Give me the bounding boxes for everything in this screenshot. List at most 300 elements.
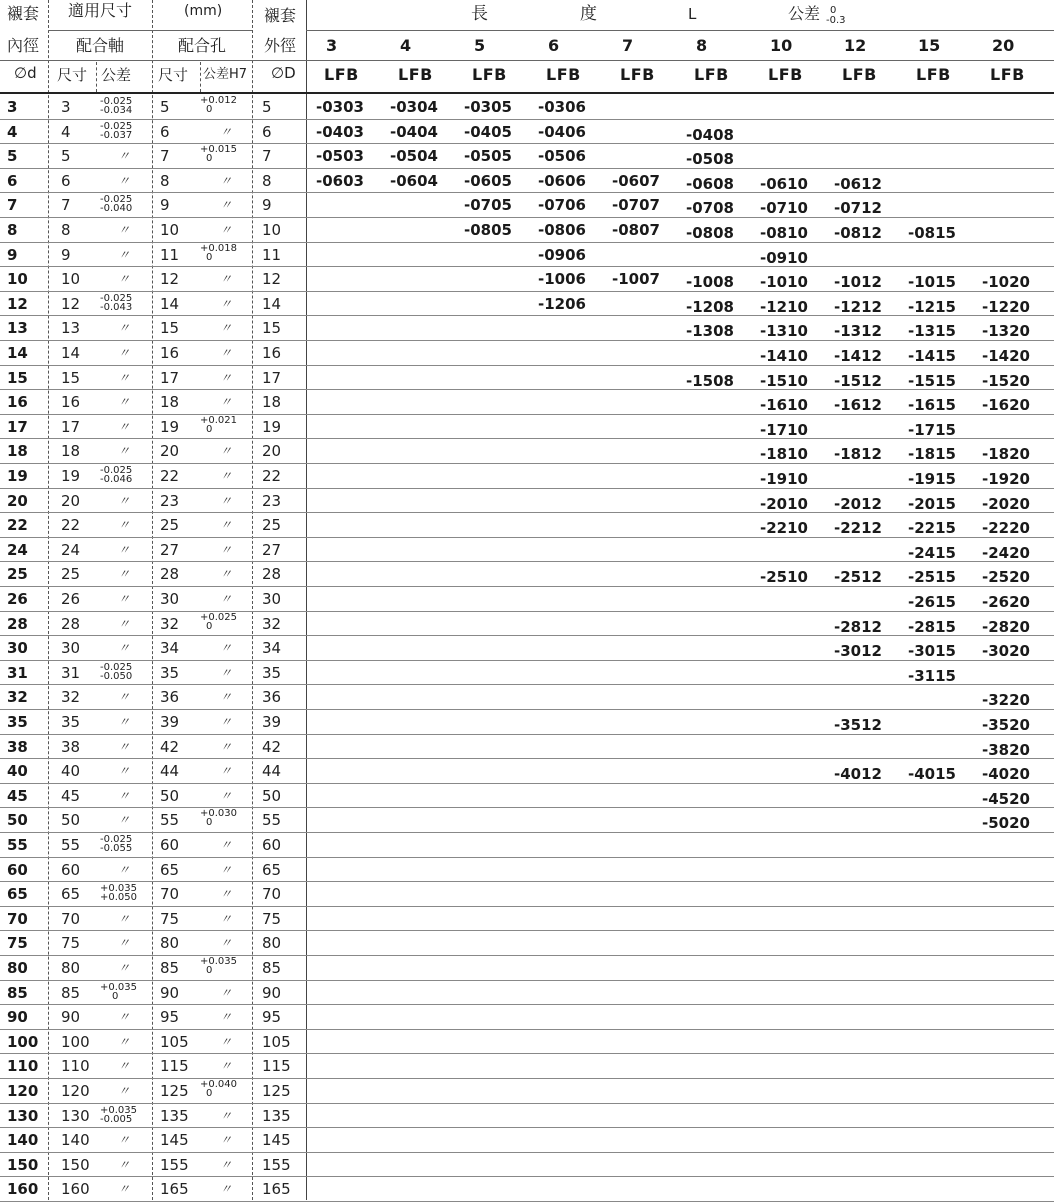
part-code: -1815	[908, 445, 956, 464]
outer-diameter: 155	[262, 1155, 291, 1174]
shaft-tolerance-same: 〃	[118, 764, 131, 779]
outer-diameter: 80	[262, 934, 282, 953]
shaft-tolerance-lower: +0.050	[100, 892, 138, 904]
row-divider	[0, 414, 1054, 415]
outer-diameter: 17	[262, 368, 282, 387]
hole-size: 6	[160, 122, 170, 141]
shaft-tolerance-upper: -0.025	[100, 834, 133, 845]
hole-tolerance-same: 〃	[220, 173, 233, 188]
shaft-tolerance-same: 〃	[118, 149, 131, 164]
part-code: -2510	[760, 568, 808, 587]
shaft-tolerance-same: 〃	[118, 173, 131, 188]
outer-diameter: 115	[262, 1057, 291, 1076]
part-code: -1315	[908, 322, 956, 341]
inner-diameter: 85	[7, 983, 28, 1002]
inner-diameter: 60	[7, 860, 28, 879]
header-divider	[48, 30, 252, 31]
inner-diameter: 22	[7, 516, 28, 535]
outer-diameter: 145	[262, 1131, 291, 1150]
outer-diameter: 44	[262, 762, 282, 781]
column-divider	[152, 0, 153, 1200]
hole-size: 155	[160, 1155, 189, 1174]
header-bushing: 襯套	[7, 4, 40, 23]
hole-size: 50	[160, 786, 180, 805]
shaft-size: 17	[61, 417, 81, 436]
outer-diameter: 15	[262, 319, 282, 338]
part-code: -0710	[760, 199, 808, 218]
part-code: -0706	[538, 196, 586, 215]
shaft-size: 25	[61, 565, 81, 584]
header-unit: (mm)	[184, 3, 223, 19]
part-code: -0607	[612, 171, 660, 190]
row-divider	[0, 561, 1054, 562]
hole-size: 18	[160, 393, 180, 412]
part-code: -0707	[612, 196, 660, 215]
hole-size: 5	[160, 98, 170, 116]
row-divider	[0, 143, 1054, 144]
hole-tolerance-same: 〃	[220, 296, 233, 311]
row-divider	[0, 192, 1054, 193]
shaft-tolerance-same: 〃	[118, 1010, 131, 1025]
inner-diameter: 20	[7, 491, 28, 510]
row-divider	[0, 881, 1054, 882]
hole-tolerance-same: 〃	[220, 567, 233, 582]
shaft-tolerance-same: 〃	[118, 542, 131, 557]
part-code: -1512	[834, 371, 882, 390]
row-divider	[0, 1029, 1054, 1030]
shaft-tolerance-upper: -0.025	[100, 120, 133, 132]
hole-size: 16	[160, 344, 180, 362]
shaft-size: 28	[61, 614, 81, 633]
part-code: -1612	[834, 396, 882, 415]
hole-size: 20	[160, 442, 180, 461]
part-code: -0603	[316, 171, 364, 190]
shaft-size: 160	[61, 1180, 90, 1199]
outer-diameter: 30	[262, 590, 282, 608]
outer-diameter: 135	[262, 1106, 291, 1125]
outer-diameter: 20	[262, 442, 282, 461]
shaft-tolerance-same: 〃	[118, 321, 131, 336]
hole-tolerance-upper: +0.030	[200, 808, 238, 820]
sub-column-divider	[96, 62, 97, 92]
part-code: -3820	[982, 740, 1030, 759]
header-length-L: L	[688, 5, 697, 23]
shaft-tolerance-lower: -0.037	[100, 129, 133, 141]
part-code: -0712	[834, 199, 882, 218]
shaft-tolerance-same: 〃	[118, 788, 131, 803]
row-divider	[0, 807, 1054, 808]
part-code: -0610	[760, 174, 808, 193]
hole-tolerance-same: 〃	[220, 887, 233, 902]
part-code: -0504	[390, 147, 438, 166]
shaft-size: 100	[61, 1032, 90, 1051]
outer-diameter: 70	[262, 885, 282, 904]
series-label: LFB	[620, 65, 655, 84]
part-code: -1920	[982, 470, 1030, 488]
shaft-size: 85	[61, 983, 81, 1002]
inner-diameter: 31	[7, 663, 28, 682]
series-label: LFB	[694, 65, 729, 84]
outer-diameter: 9	[262, 196, 272, 215]
inner-diameter: 120	[7, 1082, 39, 1100]
hole-tolerance-same: 〃	[220, 321, 233, 336]
hole-tolerance-same: 〃	[220, 198, 233, 213]
shaft-size: 130	[61, 1106, 90, 1125]
length-header-15: 15	[918, 36, 941, 55]
hole-size: 19	[160, 417, 180, 436]
shaft-tolerance-same: 〃	[118, 739, 131, 754]
inner-diameter: 40	[7, 762, 28, 781]
outer-diameter: 19	[262, 417, 282, 436]
shaft-tolerance-same: 〃	[118, 518, 131, 533]
shaft-size: 12	[61, 294, 81, 313]
hole-tolerance-same: 〃	[220, 1108, 233, 1123]
shaft-tolerance-lower: -0.050	[100, 670, 133, 682]
shaft-tolerance-same: 〃	[118, 567, 131, 582]
inner-diameter: 12	[7, 294, 28, 313]
row-divider	[0, 463, 1054, 464]
length-header-5: 5	[474, 36, 486, 55]
part-code: -2515	[908, 568, 956, 587]
shaft-size: 40	[61, 762, 81, 781]
header-d-symbol: ∅d	[14, 64, 37, 82]
shaft-tolerance-same: 〃	[118, 272, 131, 287]
part-code: -2420	[982, 543, 1030, 562]
outer-diameter: 11	[262, 245, 282, 264]
shaft-tolerance-upper: -0.025	[100, 194, 133, 206]
part-code: -1020	[982, 273, 1030, 292]
hole-tolerance-upper: +0.040	[200, 1079, 238, 1090]
shaft-size: 35	[61, 713, 81, 731]
part-code: -1610	[760, 396, 808, 415]
row-divider	[0, 1103, 1054, 1104]
outer-diameter: 6	[262, 122, 272, 141]
inner-diameter: 24	[7, 540, 28, 559]
series-label: LFB	[472, 65, 507, 84]
hole-tolerance-lower: 0	[206, 104, 213, 115]
part-code: -0305	[464, 98, 512, 116]
inner-diameter: 32	[7, 688, 28, 707]
shaft-tolerance-same: 〃	[118, 641, 131, 656]
part-code: -1510	[760, 371, 808, 390]
length-header-7: 7	[622, 36, 634, 55]
shaft-tolerance-upper: +0.035	[100, 981, 138, 993]
inner-diameter: 75	[7, 934, 28, 953]
hole-size: 95	[160, 1008, 180, 1027]
hole-size: 8	[160, 171, 170, 190]
outer-diameter: 42	[262, 737, 282, 756]
part-code: -0303	[316, 98, 364, 116]
outer-diameter: 35	[262, 663, 282, 682]
row-divider	[0, 1078, 1054, 1079]
shaft-tolerance-same: 〃	[118, 813, 131, 828]
shaft-size: 75	[61, 934, 81, 953]
shaft-size: 55	[61, 836, 81, 854]
shaft-tolerance-upper: -0.025	[100, 292, 133, 304]
part-code: -3012	[834, 642, 882, 661]
hole-tolerance-same: 〃	[220, 788, 233, 803]
inner-diameter: 9	[7, 245, 18, 264]
outer-diameter: 10	[262, 221, 282, 239]
shaft-tolerance-same: 〃	[118, 493, 131, 508]
hole-tolerance-same: 〃	[220, 1182, 233, 1197]
part-code: -0815	[908, 224, 956, 242]
row-divider	[0, 832, 1054, 833]
shaft-tolerance-same: 〃	[118, 1059, 131, 1074]
hole-tolerance-same: 〃	[220, 272, 233, 287]
column-divider	[252, 0, 253, 1200]
hole-tolerance-same: 〃	[220, 1010, 233, 1025]
hole-tolerance-same: 〃	[220, 395, 233, 410]
row-divider	[0, 512, 1054, 513]
outer-diameter: 25	[262, 516, 282, 535]
part-code: -0503	[316, 147, 364, 166]
part-code: -4020	[982, 765, 1030, 784]
row-divider	[0, 955, 1054, 956]
shaft-size: 8	[61, 221, 71, 239]
outer-diameter: 95	[262, 1008, 282, 1027]
part-code: -3115	[908, 666, 956, 685]
shaft-size: 4	[61, 122, 71, 141]
shaft-tolerance-same: 〃	[118, 862, 131, 877]
part-code: -0910	[760, 248, 808, 267]
column-divider	[48, 0, 49, 1200]
outer-diameter: 34	[262, 639, 282, 658]
length-header-6: 6	[548, 36, 560, 55]
hole-size: 9	[160, 196, 170, 215]
part-code: -0612	[834, 174, 882, 193]
shaft-tolerance-same: 〃	[118, 395, 131, 410]
hole-tolerance-same: 〃	[220, 370, 233, 385]
part-code: -2015	[908, 494, 956, 513]
part-code: -1012	[834, 273, 882, 292]
row-divider	[0, 217, 1054, 218]
row-divider	[0, 684, 1054, 685]
shaft-size: 45	[61, 786, 81, 805]
header-outer-diameter: 外徑	[264, 36, 297, 55]
shaft-size: 150	[61, 1155, 90, 1174]
series-label: LFB	[916, 65, 951, 84]
row-divider	[0, 340, 1054, 341]
hole-size: 10	[160, 221, 180, 239]
inner-diameter: 80	[7, 959, 28, 977]
part-code: -0605	[464, 171, 512, 190]
inner-diameter: 90	[7, 1008, 28, 1027]
hole-tolerance-same: 〃	[220, 223, 233, 237]
inner-diameter: 70	[7, 909, 28, 928]
row-divider	[0, 291, 1054, 292]
row-divider	[0, 1176, 1054, 1177]
shaft-size: 22	[61, 516, 81, 535]
shaft-size: 120	[61, 1082, 90, 1100]
part-code: -1220	[982, 297, 1030, 316]
part-code: -1910	[760, 470, 808, 488]
part-code: -1412	[834, 347, 882, 365]
shaft-tolerance-upper: -0.025	[100, 465, 133, 476]
hole-tolerance-same: 〃	[220, 641, 233, 656]
header-length-tolerance: 公差	[788, 4, 821, 23]
header-inner-diameter: 內徑	[7, 36, 40, 55]
shaft-size: 13	[61, 319, 81, 338]
inner-diameter: 110	[7, 1057, 39, 1076]
hole-size: 90	[160, 983, 180, 1002]
series-label: LFB	[842, 65, 877, 84]
hole-size: 55	[160, 811, 180, 830]
shaft-tolerance-upper: +0.035	[100, 883, 138, 895]
shaft-tolerance-lower: -0.055	[100, 843, 133, 854]
hole-size: 65	[160, 860, 180, 879]
hole-size: 27	[160, 540, 180, 559]
hole-tolerance-upper: +0.015	[200, 144, 238, 156]
row-divider	[0, 586, 1054, 587]
inner-diameter: 4	[7, 122, 18, 141]
column-divider	[306, 0, 307, 1200]
inner-diameter: 10	[7, 270, 28, 289]
series-label: LFB	[990, 65, 1025, 84]
part-code: -4012	[834, 765, 882, 784]
hole-size: 125	[160, 1082, 189, 1100]
shaft-tolerance-same: 〃	[118, 690, 131, 705]
hole-tolerance-same: 〃	[220, 690, 233, 705]
hole-tolerance-same: 〃	[220, 592, 233, 606]
outer-diameter: 27	[262, 540, 282, 559]
part-code: -1208	[686, 297, 734, 316]
row-divider	[0, 315, 1054, 316]
part-code: -1415	[908, 347, 956, 365]
shaft-size: 16	[61, 393, 81, 412]
length-header-8: 8	[696, 36, 708, 55]
hole-tolerance-same: 〃	[220, 911, 233, 926]
shaft-tolerance-same: 〃	[118, 1182, 131, 1197]
part-code: -4015	[908, 765, 956, 784]
shaft-size: 90	[61, 1008, 81, 1027]
part-code: -0807	[612, 221, 660, 239]
part-code: -2615	[908, 593, 956, 611]
hole-size: 36	[160, 688, 180, 707]
inner-diameter: 26	[7, 590, 28, 608]
row-divider	[0, 266, 1054, 267]
hole-size: 14	[160, 294, 180, 313]
shaft-tolerance-upper: -0.025	[100, 661, 133, 673]
part-code: -1212	[834, 297, 882, 316]
hole-tolerance-same: 〃	[220, 936, 233, 951]
hole-size: 15	[160, 319, 180, 338]
outer-diameter: 39	[262, 713, 282, 731]
outer-diameter: 32	[262, 614, 282, 633]
hole-size: 145	[160, 1131, 189, 1150]
part-code: -1520	[982, 371, 1030, 390]
part-code: -0508	[686, 150, 734, 169]
header-D-symbol: ∅D	[271, 64, 296, 82]
part-code: -0806	[538, 221, 586, 239]
header-length-tol-lower: -0.3	[826, 15, 846, 26]
shaft-size: 60	[61, 860, 81, 879]
outer-diameter: 85	[262, 959, 282, 977]
part-code: -5020	[982, 814, 1030, 833]
shaft-tolerance-lower: 0	[112, 990, 119, 1002]
part-code: -2415	[908, 543, 956, 562]
part-code: -2212	[834, 519, 882, 538]
hole-size: 34	[160, 639, 180, 658]
outer-diameter: 55	[262, 811, 282, 830]
part-code: -2820	[982, 617, 1030, 636]
hole-tolerance-upper: +0.012	[200, 95, 238, 106]
hole-tolerance-same: 〃	[220, 1157, 233, 1172]
outer-diameter: 125	[262, 1082, 291, 1100]
outer-diameter: 23	[262, 491, 282, 510]
part-code: -1515	[908, 371, 956, 390]
shaft-size: 110	[61, 1057, 90, 1076]
shaft-size: 140	[61, 1131, 90, 1150]
header-length-tol-upper: 0	[830, 5, 837, 16]
hole-tolerance-lower: 0	[206, 620, 213, 632]
shaft-tolerance-same: 〃	[118, 346, 131, 360]
hole-tolerance-upper: +0.025	[200, 611, 238, 623]
header-divider	[306, 30, 1054, 31]
hole-tolerance-same: 〃	[220, 444, 233, 459]
sub-column-divider	[200, 62, 201, 92]
length-header-4: 4	[400, 36, 412, 55]
part-code: -1010	[760, 273, 808, 292]
row-divider	[0, 119, 1054, 120]
hole-size: 7	[160, 147, 170, 166]
part-code: -2210	[760, 519, 808, 538]
row-divider	[0, 1127, 1054, 1128]
hole-size: 23	[160, 491, 180, 510]
hole-size: 115	[160, 1057, 189, 1076]
hole-size: 12	[160, 270, 180, 289]
outer-diameter: 7	[262, 147, 272, 166]
shaft-size: 6	[61, 171, 71, 190]
row-divider	[0, 365, 1054, 366]
hole-tolerance-upper: +0.021	[200, 414, 238, 426]
hole-size: 35	[160, 663, 180, 682]
part-code: -0604	[390, 171, 438, 190]
inner-diameter: 19	[7, 467, 28, 485]
shaft-tolerance-same: 〃	[118, 444, 131, 459]
row-divider	[0, 857, 1054, 858]
row-divider	[0, 389, 1054, 390]
hole-tolerance-lower: 0	[206, 423, 213, 435]
row-divider	[0, 168, 1054, 169]
part-code: -0505	[464, 147, 512, 166]
part-code: -1715	[908, 420, 956, 439]
row-divider	[0, 242, 1054, 243]
shaft-tolerance-same: 〃	[118, 419, 131, 434]
part-code: -0506	[538, 147, 586, 166]
shaft-size: 32	[61, 688, 81, 707]
inner-diameter: 15	[7, 368, 28, 387]
shaft-tolerance-same: 〃	[118, 1157, 131, 1172]
part-code: -0708	[686, 199, 734, 218]
row-divider	[0, 906, 1054, 907]
outer-diameter: 16	[262, 344, 282, 362]
outer-diameter: 65	[262, 860, 282, 879]
hole-tolerance-lower: 0	[206, 251, 213, 263]
shaft-tolerance-lower: -0.034	[100, 105, 133, 116]
length-header-3: 3	[326, 36, 338, 55]
shaft-size: 20	[61, 491, 81, 510]
hole-size: 22	[160, 467, 180, 485]
inner-diameter: 6	[7, 171, 18, 190]
inner-diameter: 150	[7, 1155, 39, 1174]
part-code: -1008	[686, 273, 734, 292]
hole-tolerance-same: 〃	[220, 518, 233, 533]
shaft-tolerance-upper: +0.035	[100, 1104, 138, 1116]
part-code: -3220	[982, 691, 1030, 710]
inner-diameter: 30	[7, 639, 28, 658]
inner-diameter: 140	[7, 1131, 39, 1150]
